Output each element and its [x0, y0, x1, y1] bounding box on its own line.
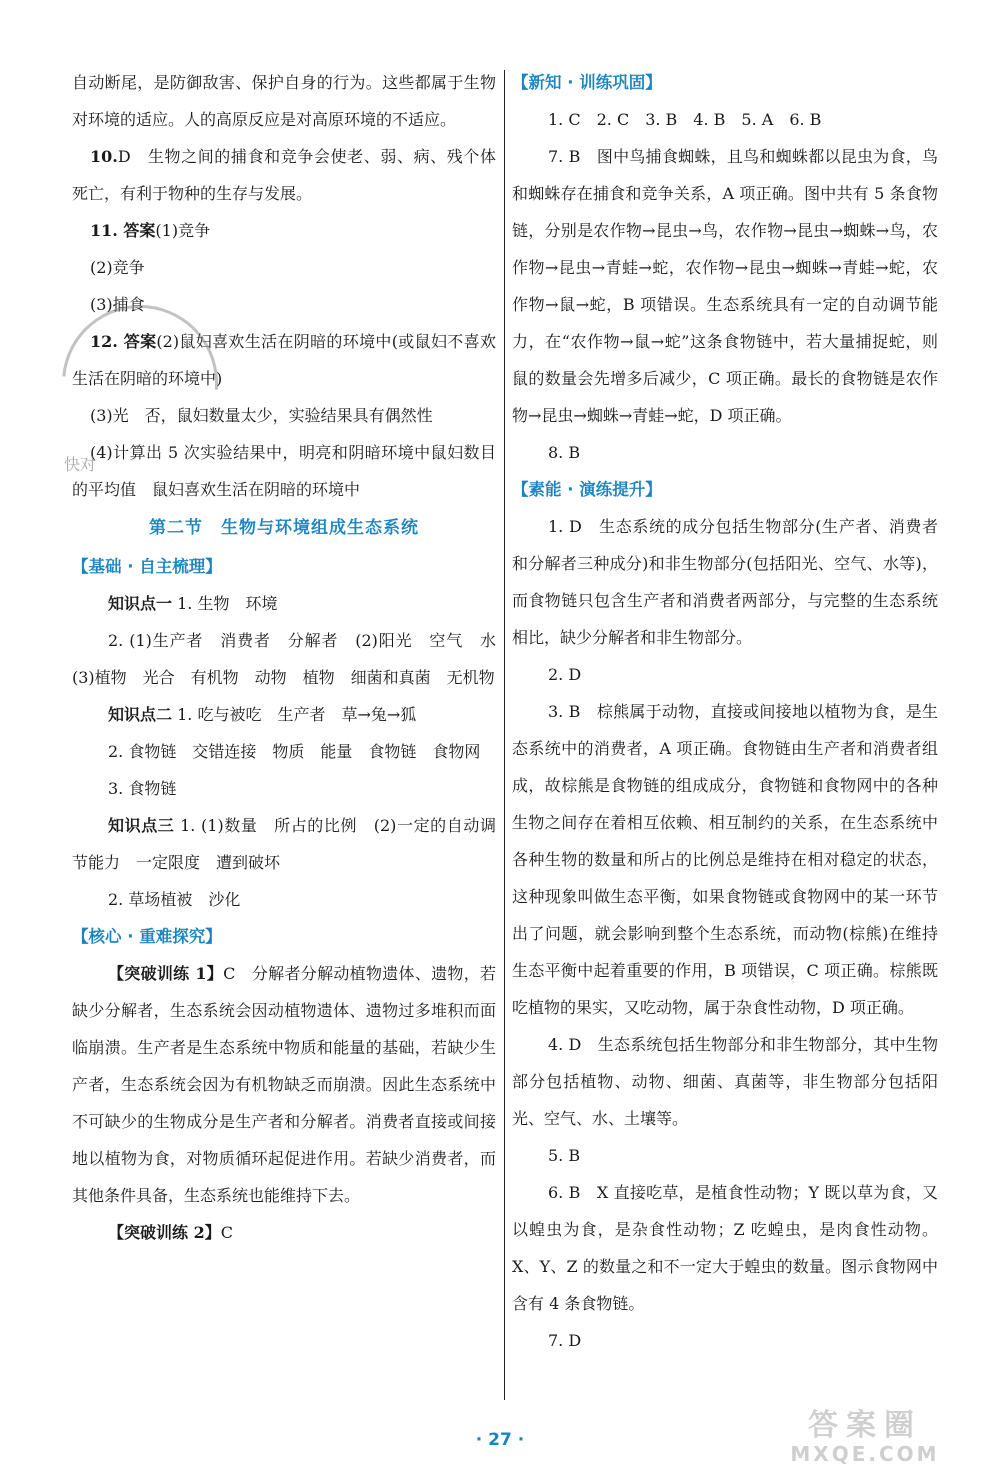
paragraph-text: 自动断尾，是防御敌害、保护自身的行为。这些都属于生物对环境的适应。人的高原反应是对高原环境的不适应。 [72, 73, 496, 129]
paragraph-text: 1. 生物 环境 [172, 594, 278, 613]
paragraph-text: 7. B 图中鸟捕食蜘蛛，且鸟和蜘蛛都以昆虫为食，鸟和蜘蛛存在捕食和竞争关系，A 项正确。图中共有 5 条食物链，分别是农作物→昆虫→鸟，农作物→昆虫→蜘蛛→鸟，农作物→昆虫→青蛙→蛇，农作物→昆虫→蜘蛛→青蛙→蛇，农作物→鼠→蛇，B 项错误。生态系统具有一定的自动调节能力，在“农作物→鼠→蛇”这条食物链中，若大量捕捉蛇，则鼠的数量会先增多后减少，C 项正确。最长的食物链是农作物→昆虫→蜘蛛→青蛙→蛇，D 项正确。 [512, 147, 938, 425]
paragraph [72, 770, 496, 807]
paragraph [72, 64, 496, 138]
paragraph [512, 434, 938, 471]
page-number: · 27 · [475, 1430, 525, 1450]
paragraph [72, 585, 496, 622]
watermark: 快对 [64, 455, 97, 474]
paragraph-text: D 生物之间的捕食和竞争会使老、弱、病、残个体死亡，有利于物种的生存与发展。 [72, 147, 496, 203]
paragraph [512, 1137, 938, 1174]
paragraph-lead: 12. 答案 [90, 332, 157, 351]
paragraph [512, 508, 938, 656]
section-header [72, 918, 496, 955]
paragraph [72, 807, 496, 881]
paragraph-text: 4. D 生态系统包括生物部分和非生物部分，其中生物部分包括植物、动物、细菌、真菌等，非生物部分包括阳光、空气、水、土壤等。 [512, 1035, 938, 1128]
paragraph [72, 733, 496, 770]
paragraph-text: 3. B 棕熊属于动物，直接或间接地以植物为食，是生态系统中的消费者，A 项正确。食物链由生产者和消费者组成，故棕熊是食物链的组成成分，食物链和食物网中的各种生物之间存在着相互依赖、相互制约的关系，在生态系统中各种生物的数量和所占的比例总是维持在相对稳定的状态，这种现象叫做生态平衡，如果食物链或食物网中的某一环节出了问题，就会影响到整个生态系统，而动物(棕熊)在维持生态平衡中起着重要的作用，B 项错误，C 项正确。棕熊既吃植物的果实，又吃动物，属于杂食性动物，D 项正确。 [512, 702, 938, 1017]
paragraph-lead: 10. [90, 147, 118, 166]
paragraph-text: 6. B X 直接吃草，是植食性动物；Y 既以草为食，又以蝗虫为食，是杂食性动物；Z 吃蝗虫，是肉食性动物。X、Y、Z 的数量之和不一定大于蝗虫的数量。图示食物网中含有 4 条食物链。 [512, 1183, 938, 1313]
paragraph-text: C 分解者分解动植物遗体、遗物，若缺少分解者，生态系统会因动植物遗体、遗物过多堆积而面临崩溃。生产者是生态系统中物质和能量的基础，若缺少生产者，生态系统会因为有机物缺乏而崩溃。因此生态系统中不可缺少的生物成分是生产者和分解者。消费者直接或间接地以植物为食，对物质循环起促进作用。若缺少消费者，而其他条件具备，生态系统也能维持下去。 [72, 964, 496, 1205]
paragraph [72, 622, 513, 696]
left-column [72, 64, 513, 1251]
paragraph-text: 3. 食物链 [108, 779, 177, 798]
paragraph-text: 【素能 · 演练提升】 [512, 480, 662, 499]
paragraph [72, 212, 496, 249]
paragraph [72, 138, 496, 212]
paragraph-text: 1. 吃与被吃 生产者 草→兔→狐 [172, 705, 417, 724]
paragraph-text: 1. (1)数量 所占的比例 (2)一定的自动调节能力 一定限度 遭到破坏 [72, 816, 496, 872]
paragraph-text: C [220, 1223, 233, 1242]
section-header [512, 471, 938, 508]
paragraph-text: (3)捕食 [90, 295, 145, 314]
paragraph [72, 696, 496, 733]
logo-url: MXQE.COM [790, 1442, 940, 1466]
paragraph [512, 101, 938, 138]
paragraph [72, 881, 496, 918]
paragraph-lead: 11. 答案 [90, 221, 156, 240]
paragraph-text: (2)鼠妇喜欢生活在阴暗的环境中(或鼠妇不喜欢生活在阴暗的环境中) [72, 332, 496, 388]
section-header [72, 548, 496, 585]
paragraph-text: (1)竞争 [155, 221, 211, 240]
paragraph [512, 1174, 938, 1322]
paragraph-text: 【新知 · 训练巩固】 [512, 73, 662, 92]
paragraph-lead: 【突破训练 2】 [108, 1223, 221, 1242]
paragraph [512, 1026, 938, 1137]
paragraph [512, 138, 938, 434]
paragraph-lead: 知识点三 [108, 816, 175, 835]
paragraph-text: 2. (1)生产者 消费者 分解者 (2)阳光 空气 水 (3)植物 光合 有机物 动物 植物 细菌和真菌 无机物 [72, 631, 513, 687]
paragraph-text: (2)竞争 [90, 258, 145, 277]
right-column [512, 64, 938, 1359]
paragraph-lead: 知识点二 [108, 705, 173, 724]
paragraph-text: 2. 食物链 交错连接 物质 能量 食物链 食物网 [108, 742, 481, 761]
paragraph [72, 1214, 496, 1251]
paragraph-text: 1. D 生态系统的成分包括生物部分(生产者、消费者和分解者三种成分)和非生物部分(包括阳光、空气、水等)，而食物链只包含生产者和消费者两部分，与完整的生态系统相比，缺少分解者和非生物部分。 [512, 517, 938, 647]
paragraph-text: 第二节 生物与环境组成生态系统 [149, 518, 419, 538]
paragraph [72, 955, 496, 1214]
paragraph-lead: 【突破训练 1】 [108, 964, 224, 983]
paragraph-text: 2. D [548, 665, 582, 684]
paragraph-text: 2. 草场植被 沙化 [108, 890, 241, 909]
paragraph-text: 8. B [548, 443, 581, 462]
paragraph [512, 1322, 938, 1359]
paragraph-text: (4)计算出 5 次实验结果中，明亮和阴暗环境中鼠妇数目的平均值 鼠妇喜欢生活在阴暗的环境中 [72, 443, 496, 499]
paragraph [512, 656, 938, 693]
paragraph-text: 7. D [548, 1331, 582, 1350]
paragraph [72, 249, 496, 286]
column-divider [504, 70, 505, 1400]
paragraph-lead: 知识点一 [108, 594, 173, 613]
paragraph-text: 【基础 · 自主梳理】 [72, 557, 222, 576]
section-title [72, 508, 496, 548]
paragraph-text: (3)光 否，鼠妇数量太少，实验结果具有偶然性 [90, 406, 433, 425]
paragraph-text: 【核心 · 重难探究】 [72, 927, 222, 946]
section-header [512, 64, 938, 101]
paragraph-text: 5. B [548, 1146, 581, 1165]
paragraph [512, 693, 938, 1026]
paragraph-text: 1. C 2. C 3. B 4. B 5. A 6. B [548, 110, 822, 129]
site-logo [760, 1410, 970, 1470]
logo-text: 答案圈 [808, 1408, 922, 1443]
